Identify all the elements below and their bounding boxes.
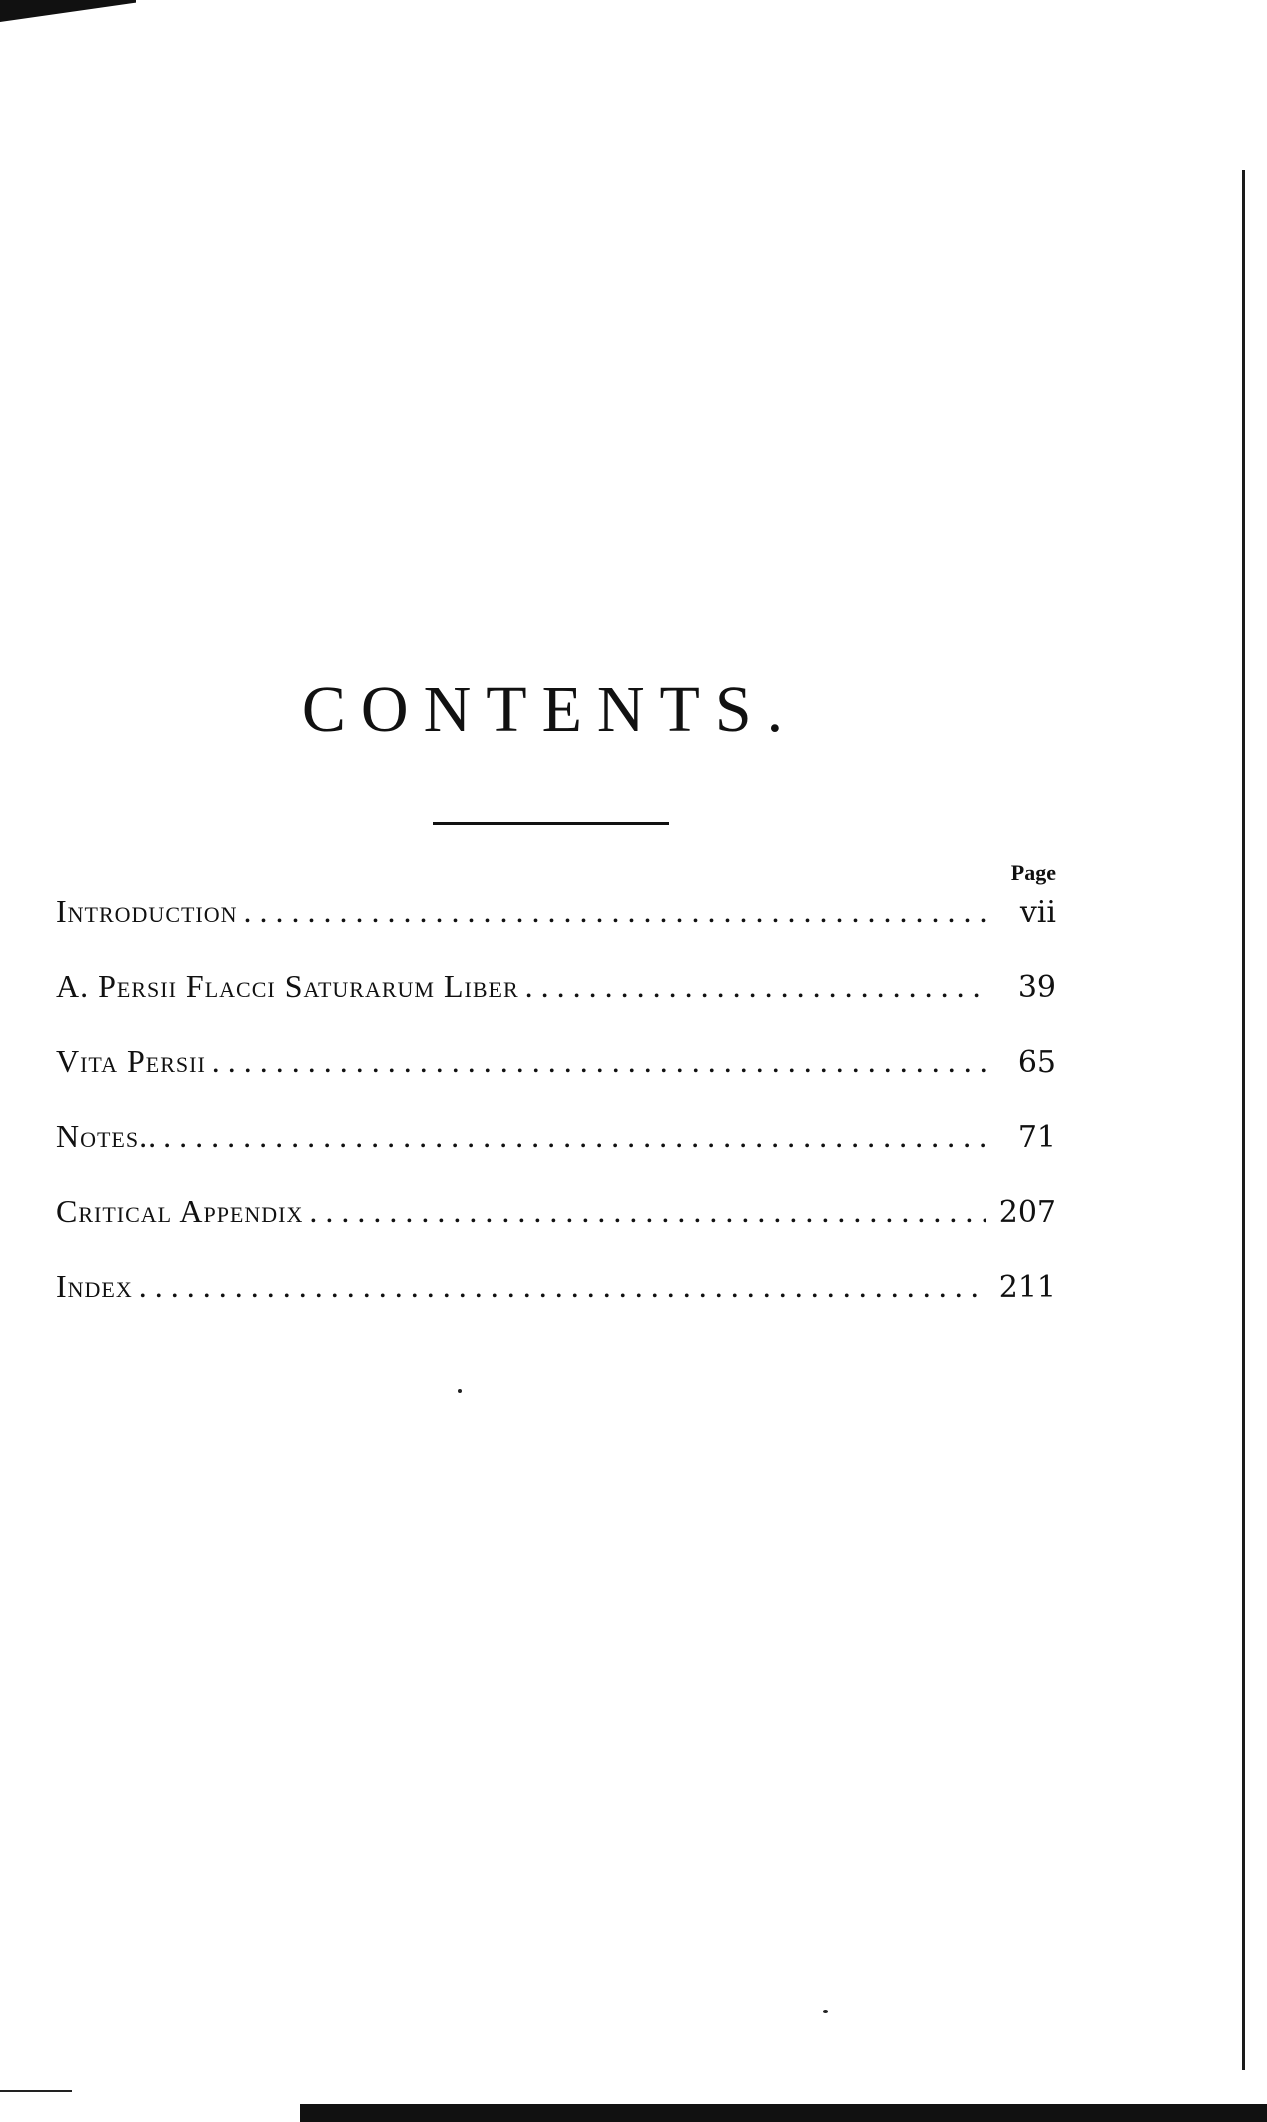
ink-speck <box>823 2010 828 2013</box>
page-title: CONTENTS. <box>301 673 799 746</box>
toc-entry-page: 207 <box>998 1195 1056 1230</box>
scan-artifact-bottom-left <box>0 2090 72 2092</box>
toc-entry[interactable] <box>56 1043 1056 1118</box>
toc-entry-page: 71 <box>1017 1120 1056 1155</box>
page-column-label: Page <box>1010 860 1056 885</box>
scan-artifact-bottom <box>300 2104 1267 2122</box>
toc-entry[interactable] <box>56 1193 1056 1268</box>
leader-dots <box>525 968 986 1005</box>
toc-entry-page: 65 <box>1017 1045 1056 1080</box>
title-rule <box>433 822 669 825</box>
toc-entry[interactable] <box>56 968 1056 1043</box>
toc-entry[interactable] <box>56 893 1056 968</box>
toc-entry-label: Notes.. <box>56 1118 158 1154</box>
ink-speck <box>458 1389 462 1393</box>
toc-entry-page: 39 <box>1017 970 1056 1005</box>
leader-dots <box>212 1043 986 1080</box>
toc-entry-page: vii <box>1019 895 1056 930</box>
toc-entry-label: Index <box>56 1268 133 1304</box>
leader-dots <box>163 1118 986 1155</box>
toc-entry-label: A. Persii Flacci Saturarum Liber <box>56 968 519 1004</box>
toc-entry[interactable] <box>56 1268 1056 1343</box>
page-edge-line <box>1242 170 1245 2070</box>
toc-entry[interactable] <box>56 1118 1056 1193</box>
toc-entry-page: 211 <box>998 1270 1056 1305</box>
toc-entry-label: Critical Appendix <box>56 1193 304 1229</box>
toc-entry-label: Introduction <box>56 893 238 929</box>
table-of-contents <box>56 893 1056 1343</box>
toc-entry-label: Vita Persii <box>56 1043 206 1079</box>
scan-artifact-top-left <box>0 0 136 22</box>
leader-dots <box>244 893 986 930</box>
leader-dots <box>139 1268 986 1305</box>
leader-dots <box>309 1193 986 1230</box>
